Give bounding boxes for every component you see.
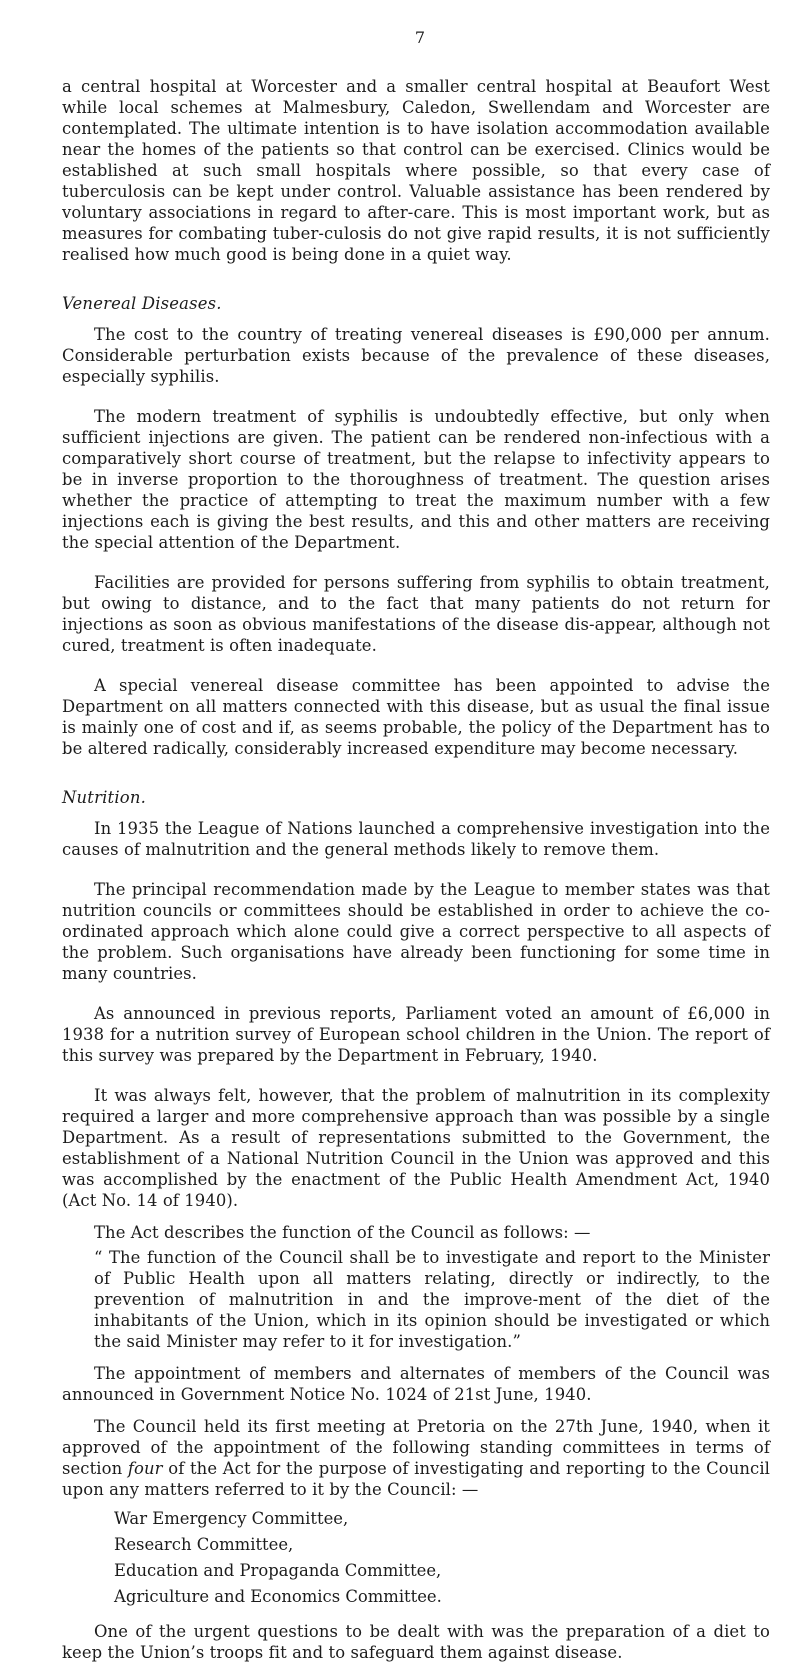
first-meeting-text-cont: of the Act for the purpose of investigating and reporting to the Council upon any matters referred to it by the Council: — bbox=[62, 1459, 770, 1499]
nutrition-heading: Nutrition. bbox=[62, 788, 147, 807]
venereal-diseases-heading: Venereal Diseases. bbox=[62, 294, 222, 313]
venereal-paragraph: Facilities are provided for persons suffering from syphilis to obtain treatment, but owing to distance, and to the fact that many patients do not return for injections as soon as obvious manifestations of the disease dis-appear, although not cured, treatment is often inadequate. bbox=[62, 573, 770, 655]
quotation-text: “ The function of the Council shall be to investigate and report to the Minister of Public Health upon all matters relating, directly or indirectly, to the prevention of malnutrition in and the improve-ment of the diet of the inhabitants of the Union, which in its opinion should be investigated or which the said Minister may refer to it for investigation.” bbox=[94, 1248, 770, 1351]
venereal-paragraph: A special venereal disease committee has been appointed to advise the Department on all matters connected with this disease, but as usual the final issue is mainly one of cost and if, as seems probable, the policy of the Department has to be altered radically, considerably increased expenditure may become necessary. bbox=[62, 676, 770, 758]
committee-item: Education and Propaganda Committee, bbox=[114, 1561, 442, 1580]
tuberculosis-paragraph: a central hospital at Worcester and a smaller central hospital at Beaufort West while local schemes at Malmesbury, Caledon, Swellendam and Worcester are contemplated. The ultimate intention is to have isolation accommodation available near the homes of the patients so that control can be exercised. Clinics would be established at such small hospitals where possible, so that every case of tuberculosis can be kept under control. Valuable assistance has been rendered by voluntary associations in regard to after-care. This is most important work, but as measures for combating tuber-culosis do not give rapid results, it is not sufficiently realised how much good is being done in a quiet way. bbox=[62, 77, 770, 264]
appointment-paragraph: The appointment of members and alternates of members of the Council was announced in Government Notice No. 1024 of 21st June, 1940. bbox=[62, 1364, 770, 1404]
committee-item: Agriculture and Economics Committee. bbox=[114, 1587, 442, 1606]
venereal-paragraph: The modern treatment of syphilis is undoubtedly effective, but only when sufficient injections are given. The patient can be rendered non-infectious with a comparatively short course of treatment, but the relapse to infectivity appears to be in inverse proportion to the thoroughness of treatment. The question arises whether the practice of attempting to treat the maximum number with a few injections each is giving the best results, and this and other matters are receiving the special attention of the Department. bbox=[62, 407, 770, 552]
first-meeting-paragraph bbox=[62, 1416, 770, 1500]
closing-paragraph: One of the urgent questions to be dealt with was the preparation of a diet to keep the Union’s troops fit and to safeguard them against disease. bbox=[62, 1622, 770, 1662]
nutrition-paragraph: It was always felt, however, that the problem of malnutrition in its complexity required a larger and more comprehensive approach than was possible by a single Department. As a result of representations submitted to the Government, the establishment of a National Nutrition Council in the Union was approved and this was accomplished by the enactment of the Public Health Amendment Act, 1940 (Act No. 14 of 1940). bbox=[62, 1086, 770, 1210]
first-meeting-text: The Council held its first meeting at Pretoria on the 27th June, 1940, when it approved of the appointment of the following standing committees in terms of section bbox=[62, 1417, 770, 1478]
section-number: four bbox=[127, 1459, 163, 1478]
nutrition-paragraph: The Act describes the function of the Council as follows: — bbox=[94, 1223, 591, 1242]
document-page bbox=[62, 28, 770, 1663]
act-quotation bbox=[62, 1247, 770, 1352]
page-number: 7 bbox=[414, 28, 426, 47]
nutrition-paragraph: As announced in previous reports, Parliament voted an amount of £6,000 in 1938 for a nutrition survey of European school children in the Union. The report of this survey was prepared by the Department in February, 1940. bbox=[62, 1004, 770, 1065]
nutrition-paragraph: In 1935 the League of Nations launched a comprehensive investigation into the causes of malnutrition and the general methods likely to remove them. bbox=[62, 819, 770, 859]
committee-list bbox=[62, 1506, 770, 1610]
committee-item: Research Committee, bbox=[114, 1535, 294, 1554]
committee-item: War Emergency Committee, bbox=[114, 1509, 349, 1528]
venereal-paragraph: The cost to the country of treating venereal diseases is £90,000 per annum. Considerable perturbation exists because of the prevalence of these diseases, especially syphilis. bbox=[62, 325, 770, 386]
nutrition-paragraph: The principal recommendation made by the League to member states was that nutrition councils or committees should be established in order to achieve the co-ordinated approach which alone could give a correct perspective to all aspects of the problem. Such organisations have already been functioning for some time in many countries. bbox=[62, 880, 770, 983]
